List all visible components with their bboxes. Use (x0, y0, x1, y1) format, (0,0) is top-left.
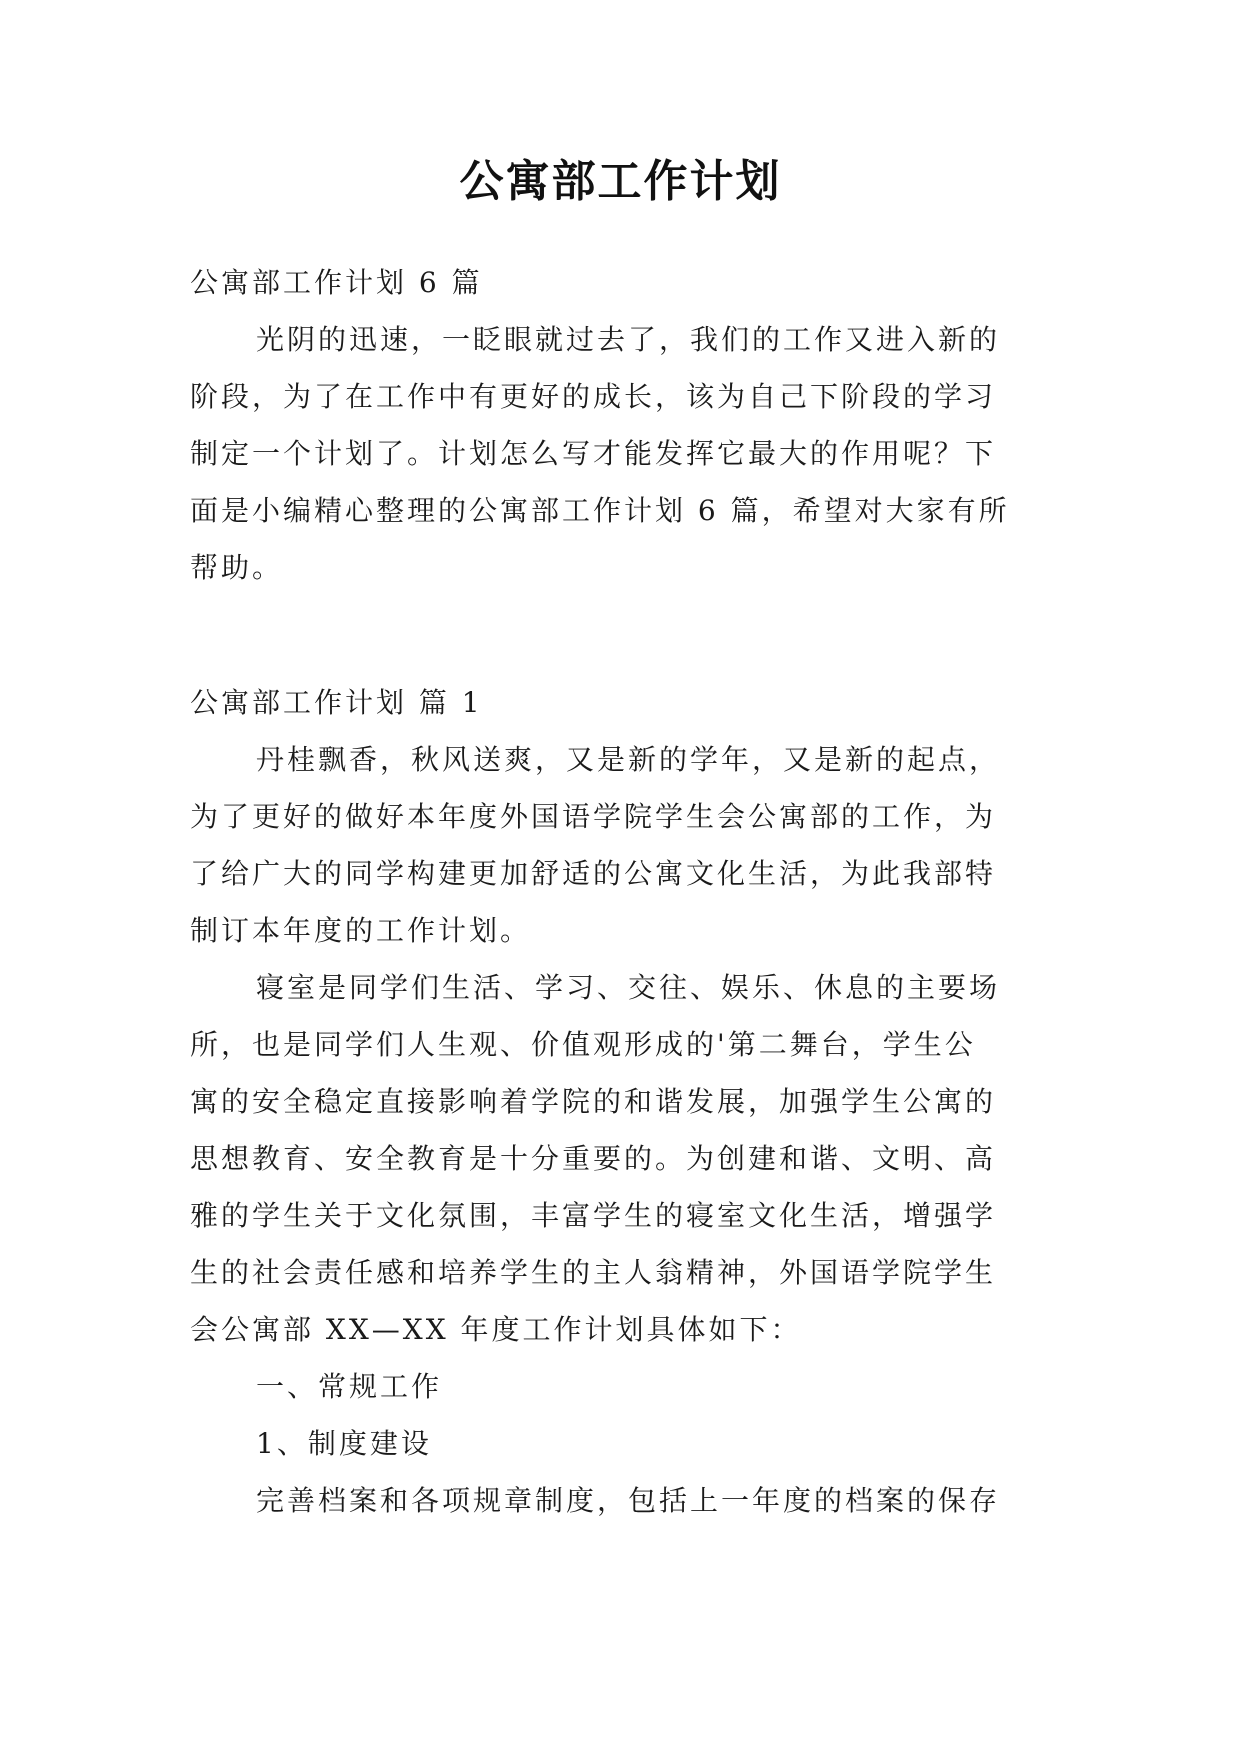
intro-heading: 公寓部工作计划 6 篇 (190, 266, 483, 299)
section-1-para2-line: 所，也是同学们人生观、价值观形成的'第二舞台，学生公 (190, 1028, 976, 1061)
intro-paragraph-line: 阶段，为了在工作中有更好的成长，该为自己下阶段的学习 (190, 380, 997, 413)
section-1-para2-line: 雅的学生关于文化氛围，丰富学生的寝室文化生活，增强学 (190, 1199, 997, 1232)
intro-paragraph-line: 光阴的迅速，一眨眼就过去了，我们的工作又进入新的 (256, 323, 1001, 356)
section-1-para2-line: 会公寓部 XX—XX 年度工作计划具体如下： (190, 1313, 802, 1346)
section-1-block (190, 674, 1054, 1529)
section-1-para1-line: 丹桂飘香，秋风送爽，又是新的学年，又是新的起点， (256, 743, 1001, 776)
intro-paragraph-line: 帮助。 (190, 551, 284, 584)
section-1-para2-line: 思想教育、安全教育是十分重要的。为创建和谐、文明、高 (190, 1142, 997, 1175)
section-1-para2-line: 寓的安全稳定直接影响着学院的和谐发展，加强学生公寓的 (190, 1085, 997, 1118)
intro-paragraph-line: 面是小编精心整理的公寓部工作计划 6 篇，希望对大家有所 (190, 494, 1010, 527)
intro-paragraph-line: 制定一个计划了。计划怎么写才能发挥它最大的作用呢？下 (190, 437, 997, 470)
section-1-para3-line: 完善档案和各项规章制度，包括上一年度的档案的保存 (256, 1484, 1001, 1517)
item-heading-routine-work: 一、常规工作 (256, 1370, 443, 1403)
section-1-para1-line: 了给广大的同学构建更加舒适的公寓文化生活，为此我部特 (190, 857, 997, 890)
sub-item-heading-system-building: 1、制度建设 (256, 1427, 432, 1460)
section-1-para2-line: 寝室是同学们生活、学习、交往、娱乐、休息的主要场 (256, 971, 1001, 1004)
section-1-heading: 公寓部工作计划 篇 1 (190, 686, 483, 719)
section-1-para1-line: 为了更好的做好本年度外国语学院学生会公寓部的工作，为 (190, 800, 997, 833)
section-1-para1-line: 制订本年度的工作计划。 (190, 914, 532, 947)
intro-block (190, 254, 1054, 596)
section-1-para2-line: 生的社会责任感和培养学生的主人翁精神，外国语学院学生 (190, 1256, 997, 1289)
document-title: 公寓部工作计划 (459, 156, 782, 207)
